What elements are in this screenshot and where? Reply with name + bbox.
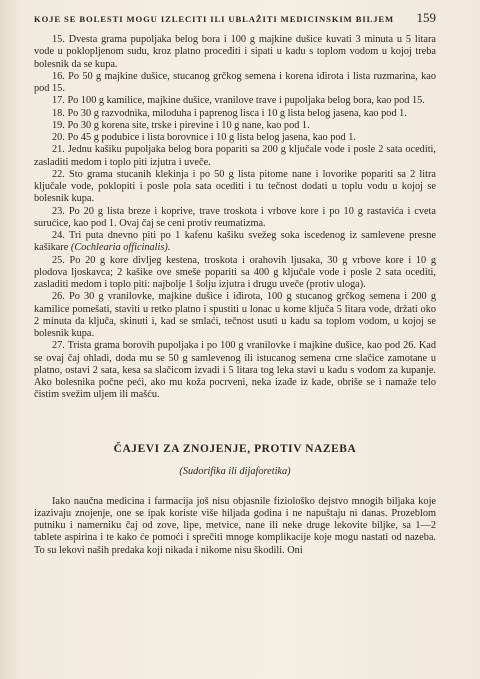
recipe-list [34,34,436,402]
section-title: ČAJEVI ZA ZNOJENJE, PROTIV NAZEBA [113,442,357,455]
running-head [34,10,436,30]
recipe-24: 24. Tri puta dnevno piti po 1 kafenu kašiku svežeg soka iscedenog iz samlevene presne kašikare (Cochlearia officinalis). [34,230,436,254]
section-intro-paragraph: Iako naučna medicina i farmacija još nisu objasnile fiziološko dejstvo mnogih biljaka koje izazivaju znojenje, one se ipak koriste više hiljada godina i ne napuštaju ni danas. Prozeblom putniku i namerniku čaj od zove, lipe, metvice, nane ili neke druge lekovite biljke, sa 1—2 tablete aspirina i te kako će pomoći i sprečiti mnoge komplikacije koje mogu nastati od nazeba. To su lekovi naših predaka koji nikada i nikome nisu škodili. Oni [34,495,436,556]
recipe-18: 18. Po 30 g razvodnika, miloduha i paprenog lisca i 10 g lista belog jasena, kao pod 1. [52,107,407,119]
recipe-25: 25. Po 20 g kore divljeg kestena, troskota i orahovih ljusaka, 30 g vrbove kore i 10 g plodova ljoskavca; 2 kašike ove smeše popariti sa 400 g ključale vode i posle 2 sata ocediti, zasladiti medom i toplo piti: najbolje 1 šolju izjutra i drugu uveče (protiv uloga). [34,254,436,290]
recipe-15: 15. Dvesta grama pupoljaka belog bora i 100 g majkine dušice kuvati 3 minuta u 5 litara vode u poklopljenom sudu, kroz platno proceđiti i sipati u kadu s toplom vodom u kojoj treba bolesnik da se kupa. [34,34,436,70]
recipe-21: 21. Jednu kašiku pupoljaka belog bora popariti sa 200 g ključale vode i posle 2 sata oceditі, zasladiti medom i toplo piti izjutra i uveče. [34,144,436,168]
section-subtitle: (Sudorifika ili dijaforetika) [179,465,291,477]
recipe-19: 19. Po 30 g korena site, trske i pirevine i 10 g nane, kao pod 1. [52,119,310,131]
recipe-17: 17. Po 100 g kamilice, majkine dušice, vranilove trave i pupoljaka belog bora, kao pod 15. [52,95,425,107]
latin-name: (Cochlearia officinalis). [70,242,171,254]
running-title: KOJE SE BOLESTI MOGU IZLECITI ILI UBLAŽITI MEDICINSKIM BILJEM [34,14,395,24]
recipe-27: 27. Trista grama borovih pupoljaka i po 100 g vranilovke i majkine dušice, kao pod 26. Kad se ovaj čaj ohladi, doda mu se 50 g samlevenog ili istucanog semena crne slačice zamotane u platno, ostavi 2 sata, kesa sa slačicom izvadi i 5 litara tog leka stavi u kadu s vodom za kupanje. Ako bolesnika počne peći, ako mu koža pocrveni, neka izađe iz kade, obriše se i namaže telo čistim svežim uljem ili mašću. [34,340,436,401]
recipe-23: 23. Po 20 g lista breze i koprive, trave troskota i vrbove kore i po 10 g rastavića i cveta surućice, kao pod 1. Ovaj čaj se ceni protiv reumatizma. [34,205,436,229]
page-number: 159 [416,10,436,25]
recipe-20: 20. Po 45 g podubice i lista borovnice i 10 g lista belog jasena, kao pod 1. [52,132,356,143]
recipe-22: 22. Sto grama stucanih klekinja i po 50 g lista pitome nane i lovorike popariti sa 2 litra ključale vode, poklopiti i posle pola sata oceditі i tu tečnost dodati u toplu vodu u kojoj se bolesnik kupa. [34,168,436,205]
recipe-26: 26. Po 30 g vranilovke, majkine dušice i iđirota, 100 g stucanog grčkog semena i 200 g kamilice pomešati, staviti u retko platno i spustiti u lonac u kome ključa 5 litara vode, držati oko 2 minuta da ključa, skinuti i, kad se smlaći, tečnost usuti u kadu sa toplom vodom, u kojoj se bolesnik kupa. [34,291,436,339]
recipe-16: 16. Po 50 g majkine dušice, stucanog grčkog semena i korena iđirota i lista ruzmarina, kao pod 15. [34,70,436,94]
